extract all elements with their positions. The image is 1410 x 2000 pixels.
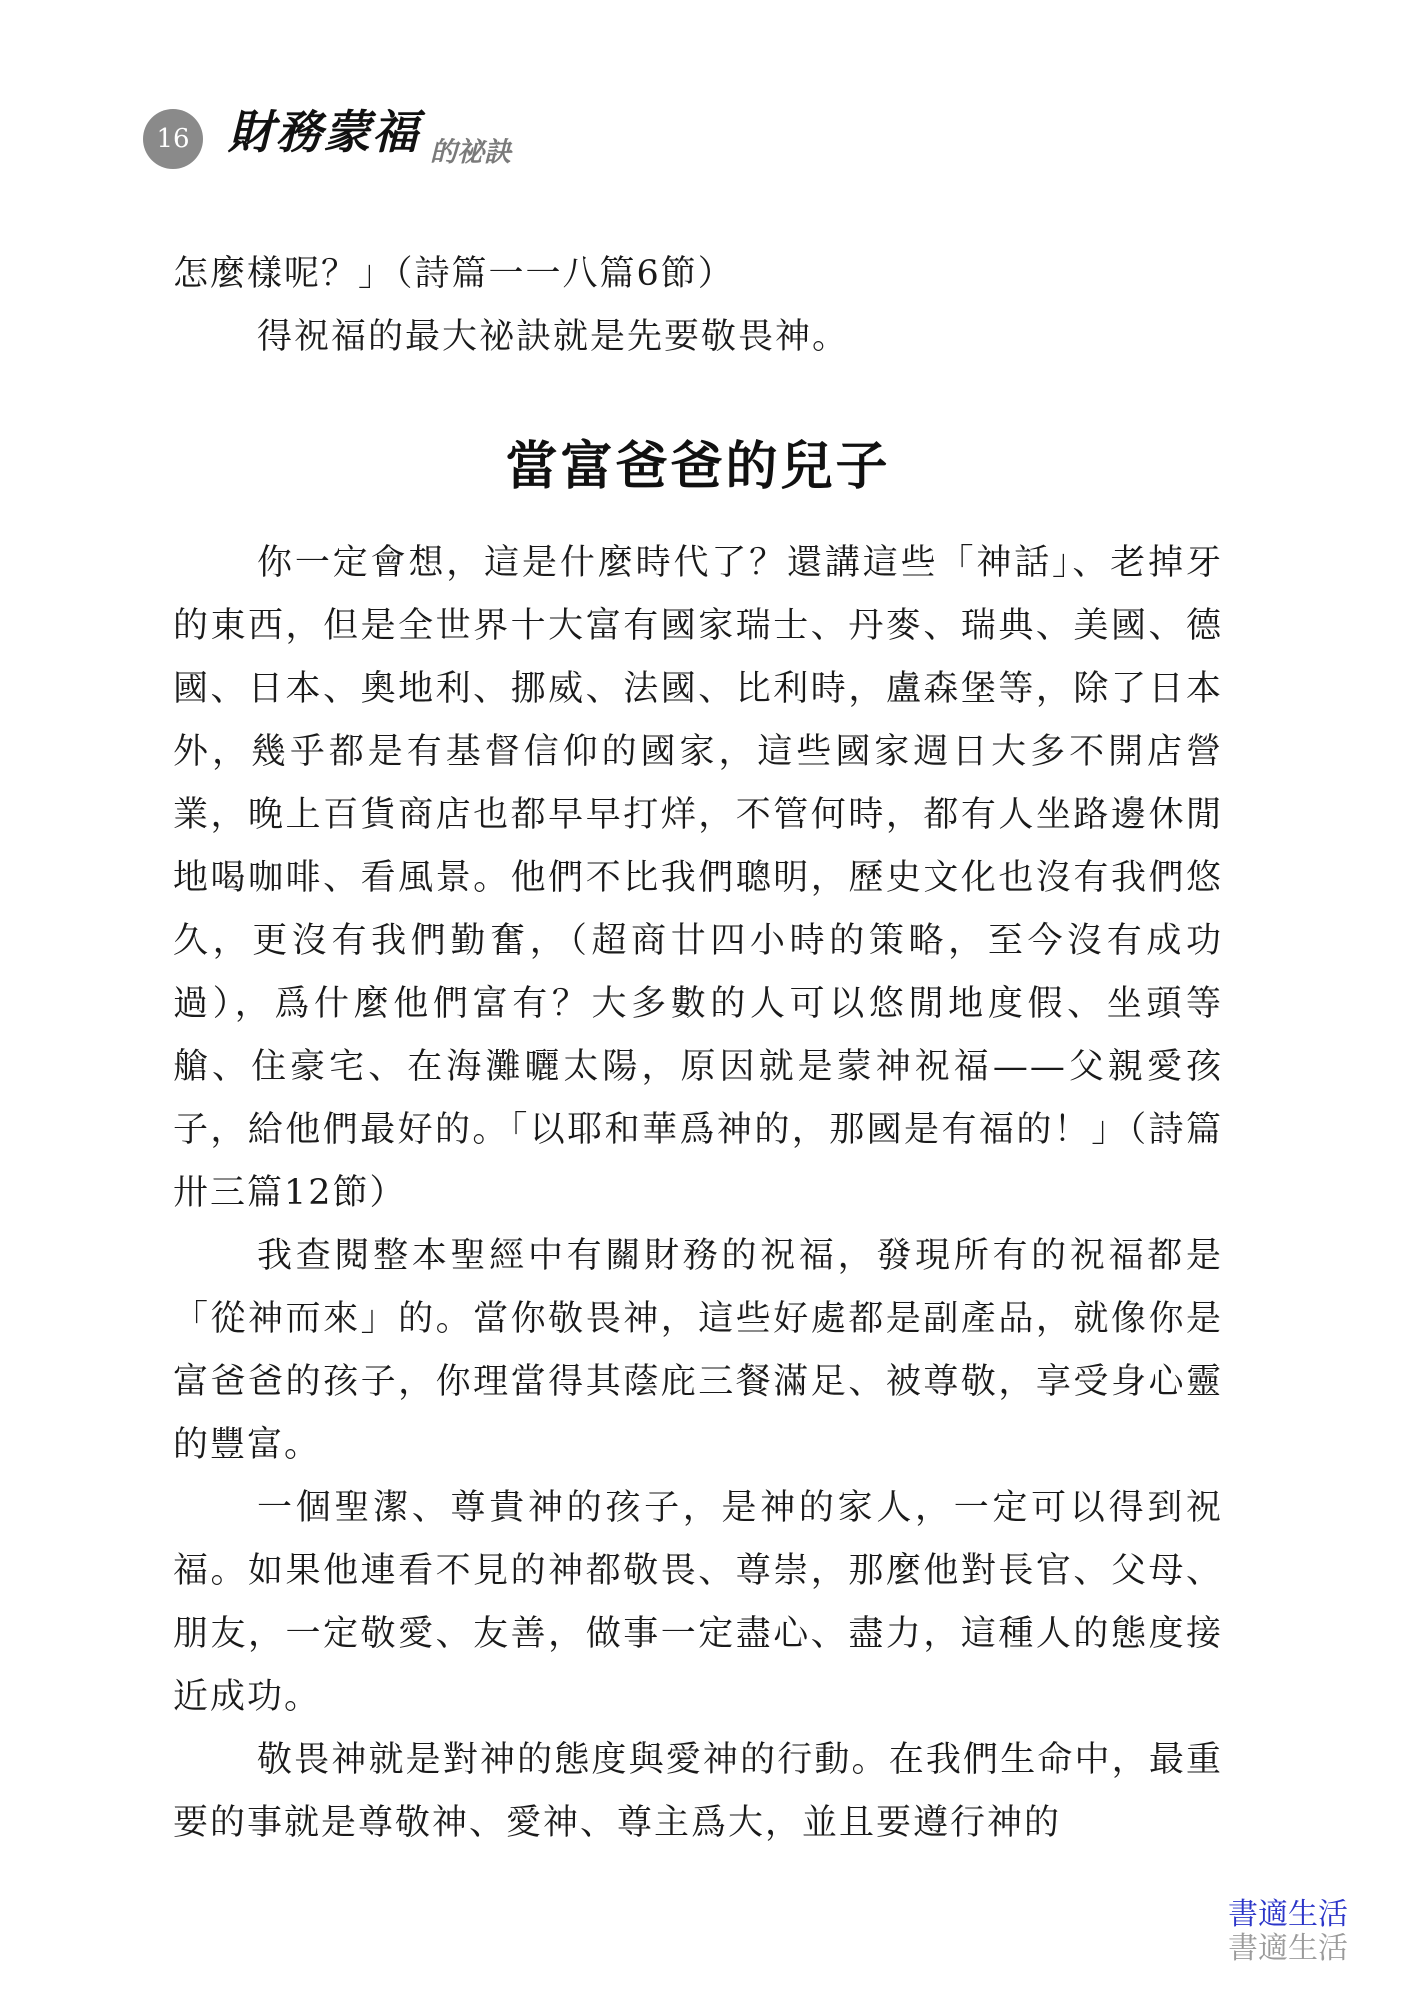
body-paragraph-4: 敬畏神就是對神的態度與愛神的行動。在我們生命中，最重要的事就是尊敬神、愛神、尊主爲大，並且要遵行神的 [173, 1740, 1223, 1843]
body-paragraph-1: 你一定會想，這是什麼時代了？還講這些「神話」、老掉牙的東西，但是全世界十大富有國家瑞士、丹麥、瑞典、美國、德國、日本、奧地利、挪威、法國、比利時，盧森堡等，除了日本外，幾乎都是有基督信仰的國家，這些國家週日大多不開店營業，晚上百貨商店也都早早打烊，不管何時，都有人坐路邊休閒地喝咖啡、看風景。他們不比我們聰明，歷史文化也沒有我們悠久，更沒有我們勤奮，（超商廿四小時的策略，至今沒有成功過），爲什麼他們富有？大多數的人可以悠閒地度假、坐頭等艙、住豪宅、在海灘曬太陽，原因就是蒙神祝福——父親愛孩子，給他們最好的。「以耶和華爲神的，那國是有福的！」（詩篇卅三篇12節） [173, 543, 1223, 1213]
section-body [173, 532, 1223, 1855]
book-title: 財務蒙福 [228, 105, 420, 159]
key-secret-line: 得祝福的最大祕訣就是先要敬畏神。 [257, 317, 850, 357]
page-number: 16 [143, 109, 203, 169]
publisher-watermark [1228, 1898, 1348, 1966]
watermark-line-2: 書適生活 [1228, 1931, 1348, 1966]
body-paragraph-2: 我查閱整本聖經中有關財務的祝福，發現所有的祝福都是「從神而來」的。當你敬畏神，這些好處都是副產品，就像你是富爸爸的孩子，你理當得其蔭庇三餐滿足、被尊敬，享受身心靈的豐富。 [173, 1236, 1223, 1465]
section-heading: 當富爸爸的兒子 [505, 437, 891, 497]
intro-text [173, 243, 1223, 369]
scripture-citation-line: 怎麼樣呢？」（詩篇一一八篇6節） [173, 254, 735, 294]
body-paragraph-3: 一個聖潔、尊貴神的孩子，是神的家人，一定可以得到祝福。如果他連看不見的神都敬畏、尊崇，那麼他對長官、父母、朋友，一定敬愛、友善，做事一定盡心、盡力，這種人的態度接近成功。 [173, 1488, 1223, 1717]
watermark-line-1: 書適生活 [1228, 1897, 1348, 1932]
book-subtitle: 的祕訣 [430, 137, 511, 168]
